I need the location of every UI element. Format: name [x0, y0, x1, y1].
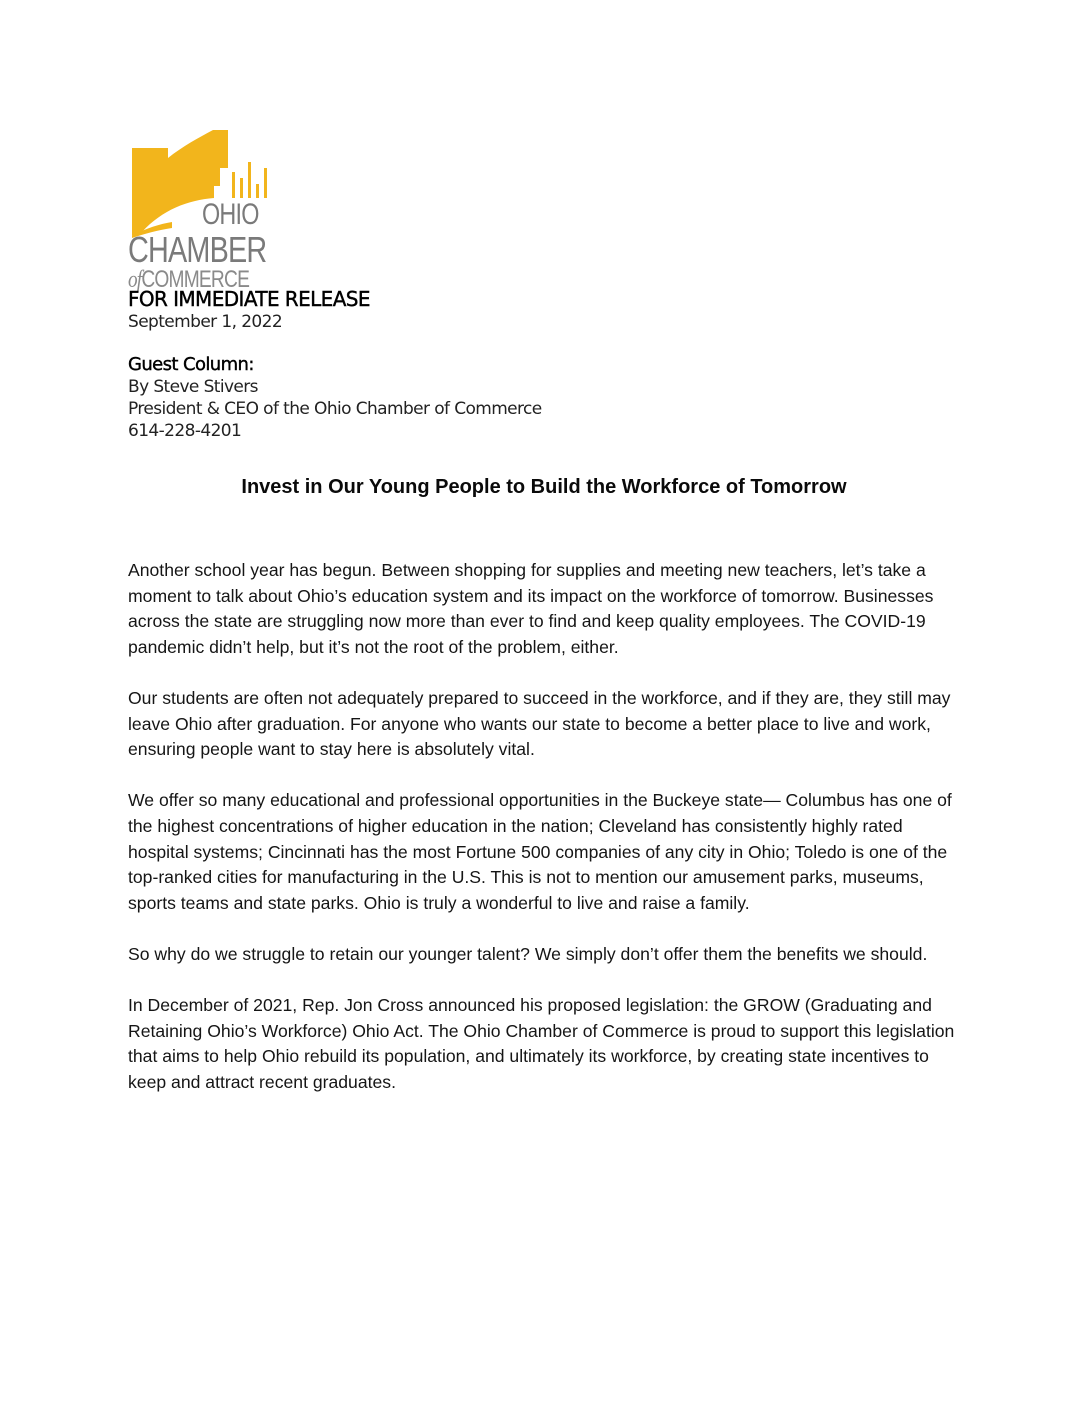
release-date: September 1, 2022	[128, 312, 283, 332]
article-paragraph: Our students are often not adequately prepared to succeed in the workforce, and if they are, they still may leave Ohio after graduation. For anyone who wants our state to become a better place to live and work, ensuring people want to stay here is absolutely vital.	[128, 687, 951, 760]
article-headline: Invest in Our Young People to Build the Workforce of Tomorrow	[241, 476, 847, 498]
byline-author: By Steve Stivers	[128, 377, 258, 397]
ohio-chamber-logo	[128, 128, 288, 298]
article-paragraph: In December of 2021, Rep. Jon Cross announced his proposed legislation: the GROW (Graduating and Retaining Ohio’s Workforce) Ohio Act. The Ohio Chamber of Commerce is proud to support this legislation that aims to help Ohio rebuild its population, and ultimately its workforce, by creating state incentives to keep and attract recent graduates.	[128, 995, 955, 1092]
article-paragraph: We offer so many educational and professional opportunities in the Buckeye state— Columbus has one of the highest concentrations of higher education in the nation; Cleveland has consistently highly rated hospital systems; Cincinnati has the most Fortune 500 companies of any city in Ohio; Toledo is one of the top-ranked cities for manufacturing in the U.S. This is not to mention our amusement parks, museums, sports teams and state parks. Ohio is truly a wonderful to live and raise a family.	[128, 790, 952, 913]
byline-title: President & CEO of the Ohio Chamber of Commerce	[128, 399, 542, 419]
article-body	[128, 558, 968, 1121]
article-paragraph: Another school year has begun. Between shopping for supplies and meeting new teachers, let’s take a moment to talk about Ohio’s education system and its impact on the workforce of tomorrow. Businesses across the state are struggling now more than ever to find and keep quality employees. The COVID-19 pandemic didn’t help, but it’s not the root of the problem, either.	[128, 560, 934, 657]
logo-ohio-text: OHIO	[202, 198, 259, 231]
logo-of-text: of	[128, 267, 142, 293]
article-paragraph: So why do we struggle to retain our younger talent? We simply don’t offer them the benefits we should.	[128, 943, 928, 964]
logo-commerce-word: COMMERCE	[141, 266, 250, 293]
byline	[128, 354, 542, 442]
release-header	[128, 287, 370, 333]
release-label: FOR IMMEDIATE RELEASE	[128, 287, 370, 311]
byline-phone: 614-228-4201	[128, 421, 242, 441]
logo-chamber-text: CHAMBER	[128, 229, 267, 270]
byline-heading: Guest Column:	[128, 354, 254, 375]
